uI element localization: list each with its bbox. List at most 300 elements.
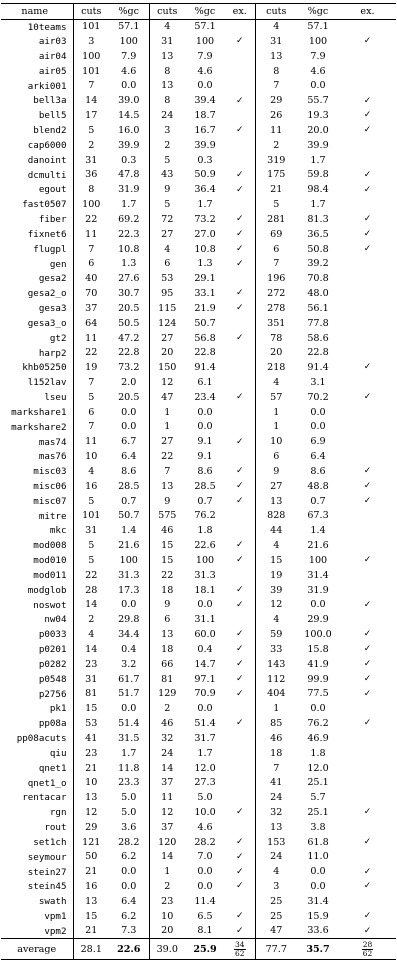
- cell-gc-2: 39.9: [194, 139, 216, 151]
- cell-gc-3: 5.7: [310, 792, 326, 804]
- cell-gc-2: 22.6: [194, 540, 216, 552]
- cell-cuts-3: 278: [267, 302, 286, 314]
- cell-cuts-1: 6: [88, 258, 95, 270]
- table-row: [1, 880, 396, 895]
- cell-name: misc06: [1, 479, 73, 494]
- cell-cuts-3: 218: [267, 362, 286, 374]
- table-row: [1, 509, 396, 524]
- cell-cuts-3: 29: [270, 95, 283, 107]
- cell-gc-1: 57.1: [109, 20, 149, 35]
- cell-ex-2: ✓: [225, 494, 255, 509]
- cell-ex-2: [225, 346, 255, 361]
- cell-ex-3: [339, 49, 396, 64]
- cell-name: bell3a: [1, 94, 73, 109]
- cell-cuts-3: 3: [273, 881, 280, 893]
- cell-gc-1: 0.0: [109, 420, 149, 435]
- cell-cuts-2: 5: [164, 199, 171, 211]
- cell-cuts-1: 31: [85, 525, 98, 537]
- cell-ex-2: [225, 108, 255, 123]
- cell-cuts-3: 21: [270, 184, 283, 196]
- cell-cuts-2: 115: [158, 302, 177, 314]
- cell-gc-3: 99.9: [307, 673, 329, 685]
- cell-cuts-3: 7: [273, 80, 280, 92]
- cell-cuts-1: 40: [85, 273, 98, 285]
- cell-cuts-1: 11: [85, 436, 98, 448]
- cell-ex-3: ✓: [363, 881, 372, 892]
- table-row: [1, 464, 396, 479]
- cell-name: lseu: [1, 390, 73, 405]
- cell-cuts-1: 11: [85, 332, 98, 344]
- cell-ex-3: [339, 301, 396, 316]
- cell-gc-1: 50.7: [109, 509, 149, 524]
- cell-ex-3: [339, 286, 396, 301]
- cell-cuts-1: 5: [88, 124, 95, 136]
- cell-cuts-1: 3: [88, 35, 95, 47]
- cell-cuts-1: 23: [85, 658, 98, 670]
- cell-cuts-1: 36: [85, 169, 98, 181]
- cell-cuts-1: 31: [85, 154, 98, 166]
- cell-cuts-2: 43: [161, 169, 174, 181]
- cell-name: rout: [1, 820, 73, 835]
- table-row: [1, 242, 396, 257]
- cell-name: qnet1_o: [1, 776, 73, 791]
- cell-name: pk1: [1, 702, 73, 717]
- cell-cuts-1: 4: [88, 465, 95, 477]
- cell-gc-2: 31.7: [194, 732, 216, 744]
- cell-cuts-3: 57: [270, 391, 283, 403]
- cell-name: markshare2: [1, 420, 73, 435]
- cell-cuts-2: 24: [161, 110, 174, 122]
- table-row: [1, 420, 396, 435]
- average-ex-3: [339, 939, 396, 960]
- fraction-numerator: 28: [362, 940, 373, 950]
- cell-ex-3: [339, 761, 396, 776]
- cell-gc-2: 56.8: [194, 332, 216, 344]
- cell-gc-1: 30.7: [109, 286, 149, 301]
- cell-gc-2: 28.2: [194, 836, 216, 848]
- cell-ex-3: ✓: [363, 243, 372, 254]
- table-row: [1, 108, 396, 123]
- table-row: [1, 390, 396, 405]
- cell-cuts-3: 175: [267, 169, 286, 181]
- cell-cuts-2: 23: [161, 895, 174, 907]
- table-row: [1, 20, 396, 35]
- cell-ex-2: [225, 153, 255, 168]
- cell-ex-3: ✓: [363, 362, 372, 373]
- cell-ex-3: [339, 272, 396, 287]
- cell-gc-2: 22.8: [194, 347, 216, 359]
- cell-cuts-2: 12: [161, 807, 174, 818]
- cell-cuts-2: 12: [161, 376, 174, 388]
- table-row: [1, 153, 396, 168]
- cell-ex-3: [339, 64, 396, 79]
- cell-ex-2: [225, 272, 255, 287]
- cell-gc-1: 39.0: [109, 94, 149, 109]
- cell-ex-3: [339, 435, 396, 450]
- cell-cuts-1: 70: [85, 288, 98, 300]
- cell-cuts-3: 85: [270, 718, 283, 730]
- cell-gc-2: 14.7: [194, 658, 216, 670]
- table-row: [1, 212, 396, 227]
- cell-cuts-2: 3: [164, 124, 171, 136]
- cell-gc-3: 31.9: [307, 584, 329, 596]
- average-ex-2: [225, 939, 255, 960]
- cell-name: modglob: [1, 583, 73, 598]
- cell-ex-2: ✓: [225, 390, 255, 405]
- cell-name: harp2: [1, 346, 73, 361]
- cell-cuts-1: 10: [85, 451, 98, 463]
- cell-gc-1: 14.5: [109, 108, 149, 123]
- cell-gc-1: 16.0: [109, 123, 149, 138]
- cell-cuts-3: 24: [270, 792, 283, 804]
- cell-gc-3: 57.1: [307, 21, 329, 33]
- cell-ex-2: ✓: [225, 627, 255, 642]
- cell-cuts-2: 150: [158, 362, 177, 374]
- cell-gc-1: 23.3: [109, 776, 149, 791]
- cell-cuts-2: 1: [164, 866, 171, 878]
- cell-gc-1: 0.0: [109, 702, 149, 717]
- table-body: [1, 20, 396, 939]
- cell-gc-3: 0.0: [310, 881, 326, 893]
- cell-ex-2: ✓: [225, 212, 255, 227]
- cell-ex-3: ✓: [363, 629, 372, 640]
- cell-gc-1: 1.4: [109, 524, 149, 539]
- cell-cuts-2: 2: [164, 881, 171, 893]
- cell-ex-2: ✓: [225, 909, 255, 924]
- cell-cuts-2: 13: [161, 480, 174, 492]
- cell-name: air04: [1, 49, 73, 64]
- cell-gc-1: 0.3: [109, 153, 149, 168]
- cell-gc-3: 6.4: [310, 451, 326, 463]
- cell-gc-2: 31.1: [194, 614, 216, 626]
- cell-gc-3: 12.0: [307, 762, 329, 774]
- cell-gc-1: 1.7: [109, 746, 149, 761]
- cell-gc-2: 16.7: [194, 124, 216, 136]
- cell-ex-3: ✓: [363, 718, 372, 729]
- cell-ex-3: [339, 568, 396, 583]
- cell-ex-2: [225, 197, 255, 212]
- cell-ex-3: ✓: [363, 125, 372, 136]
- cell-cuts-1: 14: [85, 95, 98, 107]
- cell-ex-3: ✓: [363, 644, 372, 655]
- cell-gc-2: 10.0: [194, 807, 216, 818]
- cell-ex-3: [339, 850, 396, 865]
- cell-ex-3: [339, 731, 396, 746]
- cell-ex-3: [339, 524, 396, 539]
- table-row: [1, 731, 396, 746]
- cell-gc-3: 15.8: [307, 643, 329, 655]
- cell-gc-2: 97.1: [194, 673, 216, 685]
- cell-cuts-2: 9: [164, 599, 171, 611]
- table-row: [1, 227, 396, 242]
- cell-name: air03: [1, 34, 73, 49]
- cell-name: mod011: [1, 568, 73, 583]
- cell-cuts-1: 21: [85, 866, 98, 878]
- table-row: [1, 301, 396, 316]
- cell-gc-3: 59.8: [307, 169, 329, 181]
- table-row: [1, 538, 396, 553]
- cell-gc-1: 61.7: [109, 672, 149, 687]
- cell-cuts-1: 12: [85, 807, 98, 818]
- cell-ex-3: ✓: [363, 392, 372, 403]
- cell-cuts-2: 81: [161, 673, 174, 685]
- cell-cuts-1: 21: [85, 762, 98, 774]
- cell-cuts-2: 24: [161, 747, 174, 759]
- table-row: [1, 316, 396, 331]
- cell-gc-2: 0.0: [197, 703, 213, 715]
- table-row: [1, 702, 396, 717]
- cell-cuts-2: 95: [161, 288, 174, 300]
- cell-gc-2: 73.2: [194, 213, 216, 225]
- cell-gc-2: 18.1: [194, 584, 216, 596]
- cell-cuts-2: 8: [164, 95, 171, 107]
- header-gc-2: %gc: [185, 4, 225, 20]
- cell-name: air05: [1, 64, 73, 79]
- cell-ex-2: [225, 791, 255, 806]
- cell-ex-2: ✓: [225, 301, 255, 316]
- cell-cuts-3: 9: [273, 465, 280, 477]
- fraction-numerator: 34: [234, 940, 245, 950]
- cell-gc-1: 0.0: [109, 79, 149, 94]
- cell-cuts-2: 15: [161, 540, 174, 552]
- cell-ex-3: ✓: [363, 925, 372, 936]
- cell-name: bell5: [1, 108, 73, 123]
- cell-ex-3: [339, 450, 396, 465]
- cell-cuts-2: 27: [161, 332, 174, 344]
- cell-gc-2: 0.0: [197, 881, 213, 893]
- cell-ex-3: ✓: [363, 95, 372, 106]
- cell-cuts-2: 18: [161, 643, 174, 655]
- cell-cuts-1: 81: [85, 688, 98, 700]
- cell-gc-1: 3.6: [109, 820, 149, 835]
- cell-gc-1: 0.7: [109, 494, 149, 509]
- cell-gc-3: 70.2: [307, 391, 329, 403]
- cell-cuts-1: 15: [85, 910, 98, 922]
- fraction-ex-2: [234, 941, 246, 957]
- cell-gc-2: 76.2: [194, 510, 216, 522]
- cell-cuts-3: 1: [273, 703, 280, 715]
- cell-gc-2: 50.9: [194, 169, 216, 181]
- cell-gc-3: 19.3: [307, 110, 329, 122]
- table-row: [1, 49, 396, 64]
- cell-gc-1: 0.0: [109, 865, 149, 880]
- cell-gc-1: 6.4: [109, 894, 149, 909]
- cell-gc-1: 7.3: [109, 924, 149, 939]
- cell-gc-3: 8.6: [310, 465, 326, 477]
- cell-name: rgn: [1, 805, 73, 820]
- average-gc-2: 25.9: [185, 939, 225, 960]
- cell-cuts-1: 10: [85, 777, 98, 789]
- cell-gc-2: 0.0: [197, 599, 213, 611]
- cell-cuts-1: 22: [85, 569, 98, 581]
- table-row: [1, 553, 396, 568]
- cell-cuts-3: 112: [267, 673, 286, 685]
- cell-gc-3: 7.9: [310, 50, 326, 62]
- table-row: [1, 331, 396, 346]
- cell-cuts-3: 8: [273, 65, 280, 77]
- cell-cuts-3: 47: [270, 925, 283, 937]
- cell-cuts-3: 20: [270, 347, 283, 359]
- cell-ex-2: ✓: [225, 687, 255, 702]
- cell-name: mod010: [1, 553, 73, 568]
- table-row: [1, 805, 396, 820]
- cell-gc-3: 41.9: [307, 658, 329, 670]
- cell-gc-3: 33.6: [307, 925, 329, 937]
- cell-ex-2: [225, 361, 255, 376]
- table-row: [1, 776, 396, 791]
- cell-ex-2: [225, 79, 255, 94]
- cell-gc-1: 28.5: [109, 479, 149, 494]
- cell-ex-3: [339, 346, 396, 361]
- cell-name: arki001: [1, 79, 73, 94]
- cell-name: p2756: [1, 687, 73, 702]
- cell-gc-2: 12.0: [194, 762, 216, 774]
- table-row: [1, 791, 396, 806]
- cell-ex-3: ✓: [363, 495, 372, 506]
- cell-name: flugpl: [1, 242, 73, 257]
- cell-gc-2: 8.6: [197, 465, 213, 477]
- cell-ex-2: ✓: [225, 880, 255, 895]
- cell-cuts-1: 101: [82, 510, 101, 522]
- cell-ex-3: [339, 538, 396, 553]
- cell-gc-3: 100: [308, 554, 328, 566]
- cell-gc-1: 1.7: [109, 197, 149, 212]
- cell-ex-3: ✓: [363, 807, 372, 818]
- cell-ex-2: ✓: [225, 672, 255, 687]
- cell-cuts-3: 7: [273, 762, 280, 774]
- cell-cuts-1: 22: [85, 347, 98, 359]
- cell-name: stein27: [1, 865, 73, 880]
- cell-cuts-3: 281: [267, 213, 286, 225]
- cell-gc-2: 9.1: [197, 451, 213, 463]
- table-row: [1, 123, 396, 138]
- cell-gc-2: 51.4: [194, 718, 216, 730]
- cell-ex-2: ✓: [225, 435, 255, 450]
- average-cuts-2: 39.0: [149, 939, 185, 960]
- cell-gc-1: 73.2: [109, 361, 149, 376]
- cell-name: misc03: [1, 464, 73, 479]
- cell-ex-2: [225, 613, 255, 628]
- cell-gc-2: 11.4: [194, 895, 216, 907]
- cell-cuts-3: 13: [270, 495, 283, 507]
- cell-gc-3: 0.0: [310, 421, 326, 433]
- cell-cuts-2: 20: [161, 347, 174, 359]
- cell-gc-2: 36.4: [194, 184, 216, 196]
- cell-cuts-3: 41: [270, 777, 283, 789]
- cell-cuts-2: 120: [158, 836, 177, 848]
- cell-cuts-1: 11: [85, 228, 98, 240]
- cell-gc-3: 81.3: [307, 213, 329, 225]
- cell-gc-3: 55.7: [307, 95, 329, 107]
- table-row: [1, 435, 396, 450]
- cell-cuts-1: 6: [88, 406, 95, 418]
- cell-name: mas74: [1, 435, 73, 450]
- cell-name: egout: [1, 183, 73, 198]
- table-row: [1, 272, 396, 287]
- cell-ex-2: [225, 138, 255, 153]
- cell-cuts-3: 272: [267, 288, 286, 300]
- cell-cuts-2: 13: [161, 80, 174, 92]
- cell-name: nw04: [1, 613, 73, 628]
- cell-ex-2: ✓: [225, 227, 255, 242]
- cell-cuts-3: 4: [273, 614, 280, 626]
- cell-gc-2: 50.7: [194, 317, 216, 329]
- cell-ex-3: ✓: [363, 36, 372, 47]
- cell-cuts-3: 1: [273, 406, 280, 418]
- cell-gc-3: 22.8: [307, 347, 329, 359]
- cell-gc-1: 6.7: [109, 435, 149, 450]
- cell-ex-2: [225, 64, 255, 79]
- cell-gc-2: 28.5: [194, 480, 216, 492]
- cell-gc-3: 67.3: [307, 510, 329, 522]
- average-cuts-1: 28.1: [73, 939, 109, 960]
- cell-gc-1: 4.6: [109, 64, 149, 79]
- cell-gc-1: 47.8: [109, 168, 149, 183]
- cell-gc-2: 70.9: [194, 688, 216, 700]
- cell-gc-2: 0.3: [197, 154, 213, 166]
- cell-ex-3: [339, 153, 396, 168]
- cell-ex-3: [339, 316, 396, 331]
- cell-name: seymour: [1, 850, 73, 865]
- cell-gc-2: 8.1: [197, 925, 213, 937]
- header-name: name: [1, 4, 73, 20]
- cell-cuts-1: 5: [88, 391, 95, 403]
- cell-cuts-3: 4: [273, 376, 280, 388]
- cell-cuts-3: 196: [267, 273, 286, 285]
- cell-ex-2: ✓: [225, 34, 255, 49]
- cell-ex-2: [225, 375, 255, 390]
- cell-cuts-2: 575: [158, 510, 177, 522]
- cell-cuts-1: 7: [88, 80, 95, 92]
- cell-ex-2: ✓: [225, 183, 255, 198]
- cell-gc-3: 77.8: [307, 317, 329, 329]
- cell-ex-2: [225, 702, 255, 717]
- table-row: [1, 450, 396, 465]
- cell-gc-2: 6.1: [197, 376, 213, 388]
- cell-gc-1: 29.8: [109, 613, 149, 628]
- average-cuts-3: 77.7: [255, 939, 297, 960]
- cell-cuts-3: 13: [270, 821, 283, 833]
- cell-ex-3: ✓: [363, 555, 372, 566]
- cell-ex-2: [225, 509, 255, 524]
- cell-gc-3: 98.4: [307, 184, 329, 196]
- header-cuts-3: cuts: [255, 4, 297, 20]
- cell-gc-1: 100: [109, 34, 149, 49]
- cell-name: danoint: [1, 153, 73, 168]
- cell-gc-2: 0.0: [197, 406, 213, 418]
- cell-gc-2: 91.4: [194, 362, 216, 374]
- cell-gc-2: 1.7: [197, 199, 213, 211]
- cell-name: misc07: [1, 494, 73, 509]
- header-ex-2: ex.: [225, 4, 255, 20]
- cell-gc-3: 56.1: [307, 302, 329, 314]
- cell-gc-3: 31.4: [307, 569, 329, 581]
- header-cuts-1: cuts: [73, 4, 109, 20]
- cell-name: markshare1: [1, 405, 73, 420]
- cell-name: gesa2_o: [1, 286, 73, 301]
- cell-cuts-1: 5: [88, 540, 95, 552]
- cell-cuts-3: 143: [267, 658, 286, 670]
- cell-gc-1: 6.4: [109, 450, 149, 465]
- average-label: average: [1, 939, 73, 960]
- cell-cuts-3: 32: [270, 807, 283, 818]
- cell-cuts-2: 1: [164, 406, 171, 418]
- cell-cuts-3: 31: [270, 35, 283, 47]
- cell-gc-2: 6.5: [197, 910, 213, 922]
- cell-cuts-3: 13: [270, 50, 283, 62]
- cell-cuts-1: 2: [88, 139, 95, 151]
- cell-cuts-2: 22: [161, 569, 174, 581]
